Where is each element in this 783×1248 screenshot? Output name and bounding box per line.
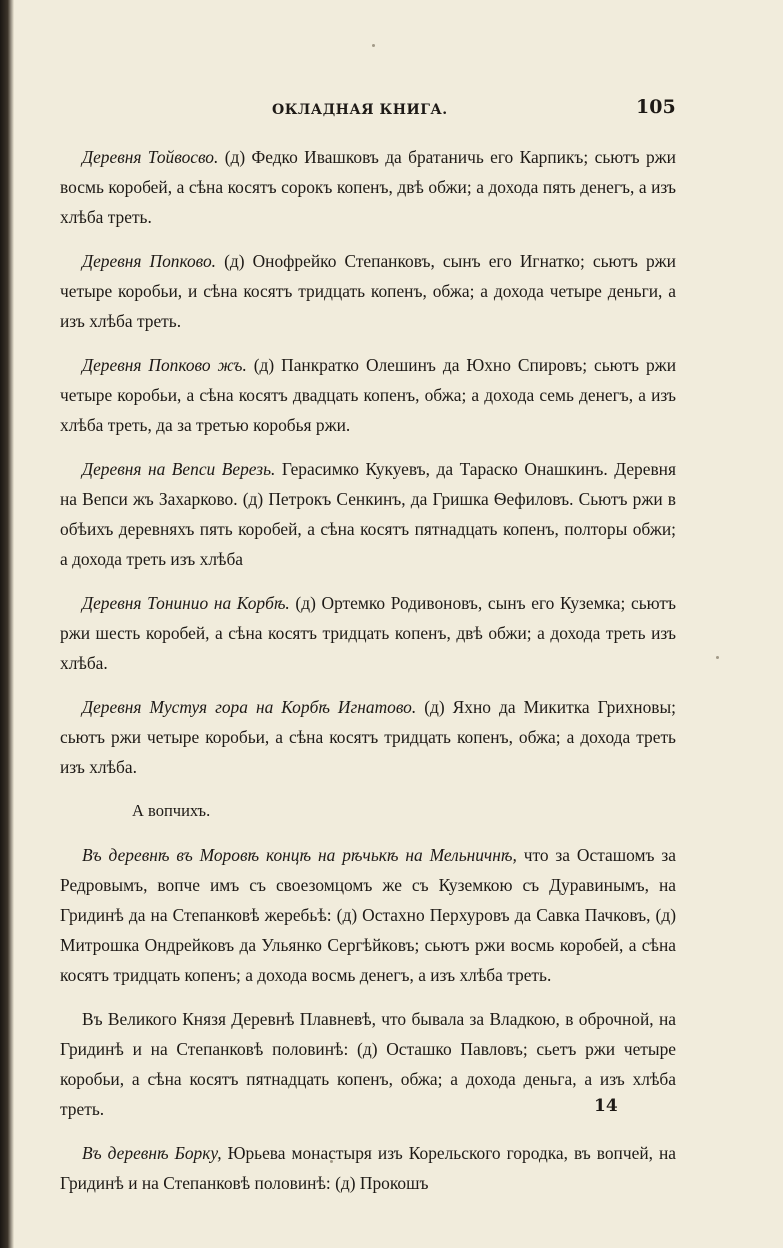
book-spine-shadow xyxy=(0,0,14,1248)
paragraph-text: (д) Яхно да Микитка Грихновы; сьютъ ржи четыре коробьи, а сѣна косятъ тридцать копенъ, обжа; а дохода треть изъ хлѣба. xyxy=(60,697,676,777)
paragraph-text: Въ Великого Князя Деревнѣ Плавневѣ, xyxy=(82,1009,376,1029)
paragraph xyxy=(60,692,676,782)
paragraph-text: (д) Панкратко Олешинъ да Юхно Спировъ; сьютъ ржи четыре коробьи, а сѣна косятъ двадцать копенъ, обжа; а дохода семь денегъ, а изъ хлѣба треть, да за третью коробья ржи. xyxy=(60,355,677,435)
paragraph xyxy=(60,142,676,232)
paragraph-text: что бывала за Владкою, в оброчной, на Гридинѣ и на Степанковѣ половинѣ: (д) Осташко Павловъ; сьетъ ржи четыре коробьи, а сѣна косятъ пятнадцать копенъ, обжа; а дохода деньга, а изъ хлѣба треть. xyxy=(60,1009,676,1119)
place-name: Деревня Попково. xyxy=(82,251,217,271)
paragraph xyxy=(60,454,676,574)
place-name: Деревня Тойвосво. xyxy=(82,147,219,167)
speck-mark xyxy=(716,656,719,659)
speck-mark xyxy=(372,44,375,47)
paragraph xyxy=(60,588,676,678)
paragraph-text: (д) Онофрейко Степанковъ, сынъ его Игнатко; сьютъ ржи четыре коробьи, и сѣна косятъ тридцать копенъ, обжа; а дохода четыре деньги, а изъ хлѣба треть. xyxy=(60,251,676,331)
paragraph xyxy=(60,1004,676,1124)
section-subheading: А вопчихъ. xyxy=(132,801,211,820)
page-body xyxy=(60,142,676,1212)
place-name: Деревня Тонинио на Корбѣ. xyxy=(82,593,290,613)
paragraph-text: Герасимко Кукуевъ, да Тараско Онашкинъ. Деревня на Вепси жъ Захарково. (д) Петрокъ Сенкинъ, да Гришка Ѳефиловъ. Сьютъ ржи в обѣихъ деревняхъ пять коробей, а сѣна косятъ пятнадцать копенъ, полторы обжи; а дохода треть изъ хлѣба xyxy=(60,459,676,569)
paragraph-text: Юрьева монастыря изъ Корельского городка, въ вопчей, на Гридинѣ и на Степанковѣ половинѣ: (д) Прокошъ xyxy=(60,1143,677,1193)
paragraph-text: (д) Ортемко Родивоновъ, сынъ его Куземка; сьютъ ржи шесть коробей, а сѣна косятъ тридцать копенъ, двѣ обжи; а дохода треть изъ хлѣба. xyxy=(60,593,676,673)
page-number: 105 xyxy=(636,96,676,118)
place-name: Въ деревнѣ Борку, xyxy=(82,1143,222,1163)
place-name: Деревня на Вепси Верезь. xyxy=(82,459,276,479)
place-name: Деревня Мустуя гора на Корбѣ Игнатово. xyxy=(82,697,417,717)
place-name: Деревня Попково жъ. xyxy=(82,355,247,375)
signature-mark: 14 xyxy=(594,1096,618,1116)
paragraph-text: что за Осташомъ за Редровымъ, вопче имъ съ своезомцомъ же съ Куземкою съ Дуравинымъ, на Гридинѣ да на Степанковѣ жеребьѣ: (д) Остахно Перхуровъ да Савка Пачковъ, (д) Митрошка Ондрейковъ да Ульянко Сергѣйковъ; сьютъ ржи восмь коробей, а сѣна косятъ тридцать копенъ; а дохода восмь денегъ, а изъ хлѣба треть. xyxy=(60,845,676,985)
paragraph xyxy=(60,840,676,990)
paragraph xyxy=(60,246,676,336)
paragraph xyxy=(60,1138,676,1198)
running-header: ОКЛАДНАЯ КНИГА. xyxy=(272,102,448,118)
paragraph-text: (д) Федко Ивашковъ да братаничь его Карпикъ; сьютъ ржи восмь коробей, а сѣна косятъ сорокъ копенъ, двѣ обжи; а дохода пять денегъ, а изъ хлѣба треть. xyxy=(60,147,676,227)
place-name: Въ деревнѣ въ Моровѣ концѣ на рѣчькѣ на Мельничнѣ, xyxy=(82,845,517,865)
paragraph xyxy=(60,350,676,440)
